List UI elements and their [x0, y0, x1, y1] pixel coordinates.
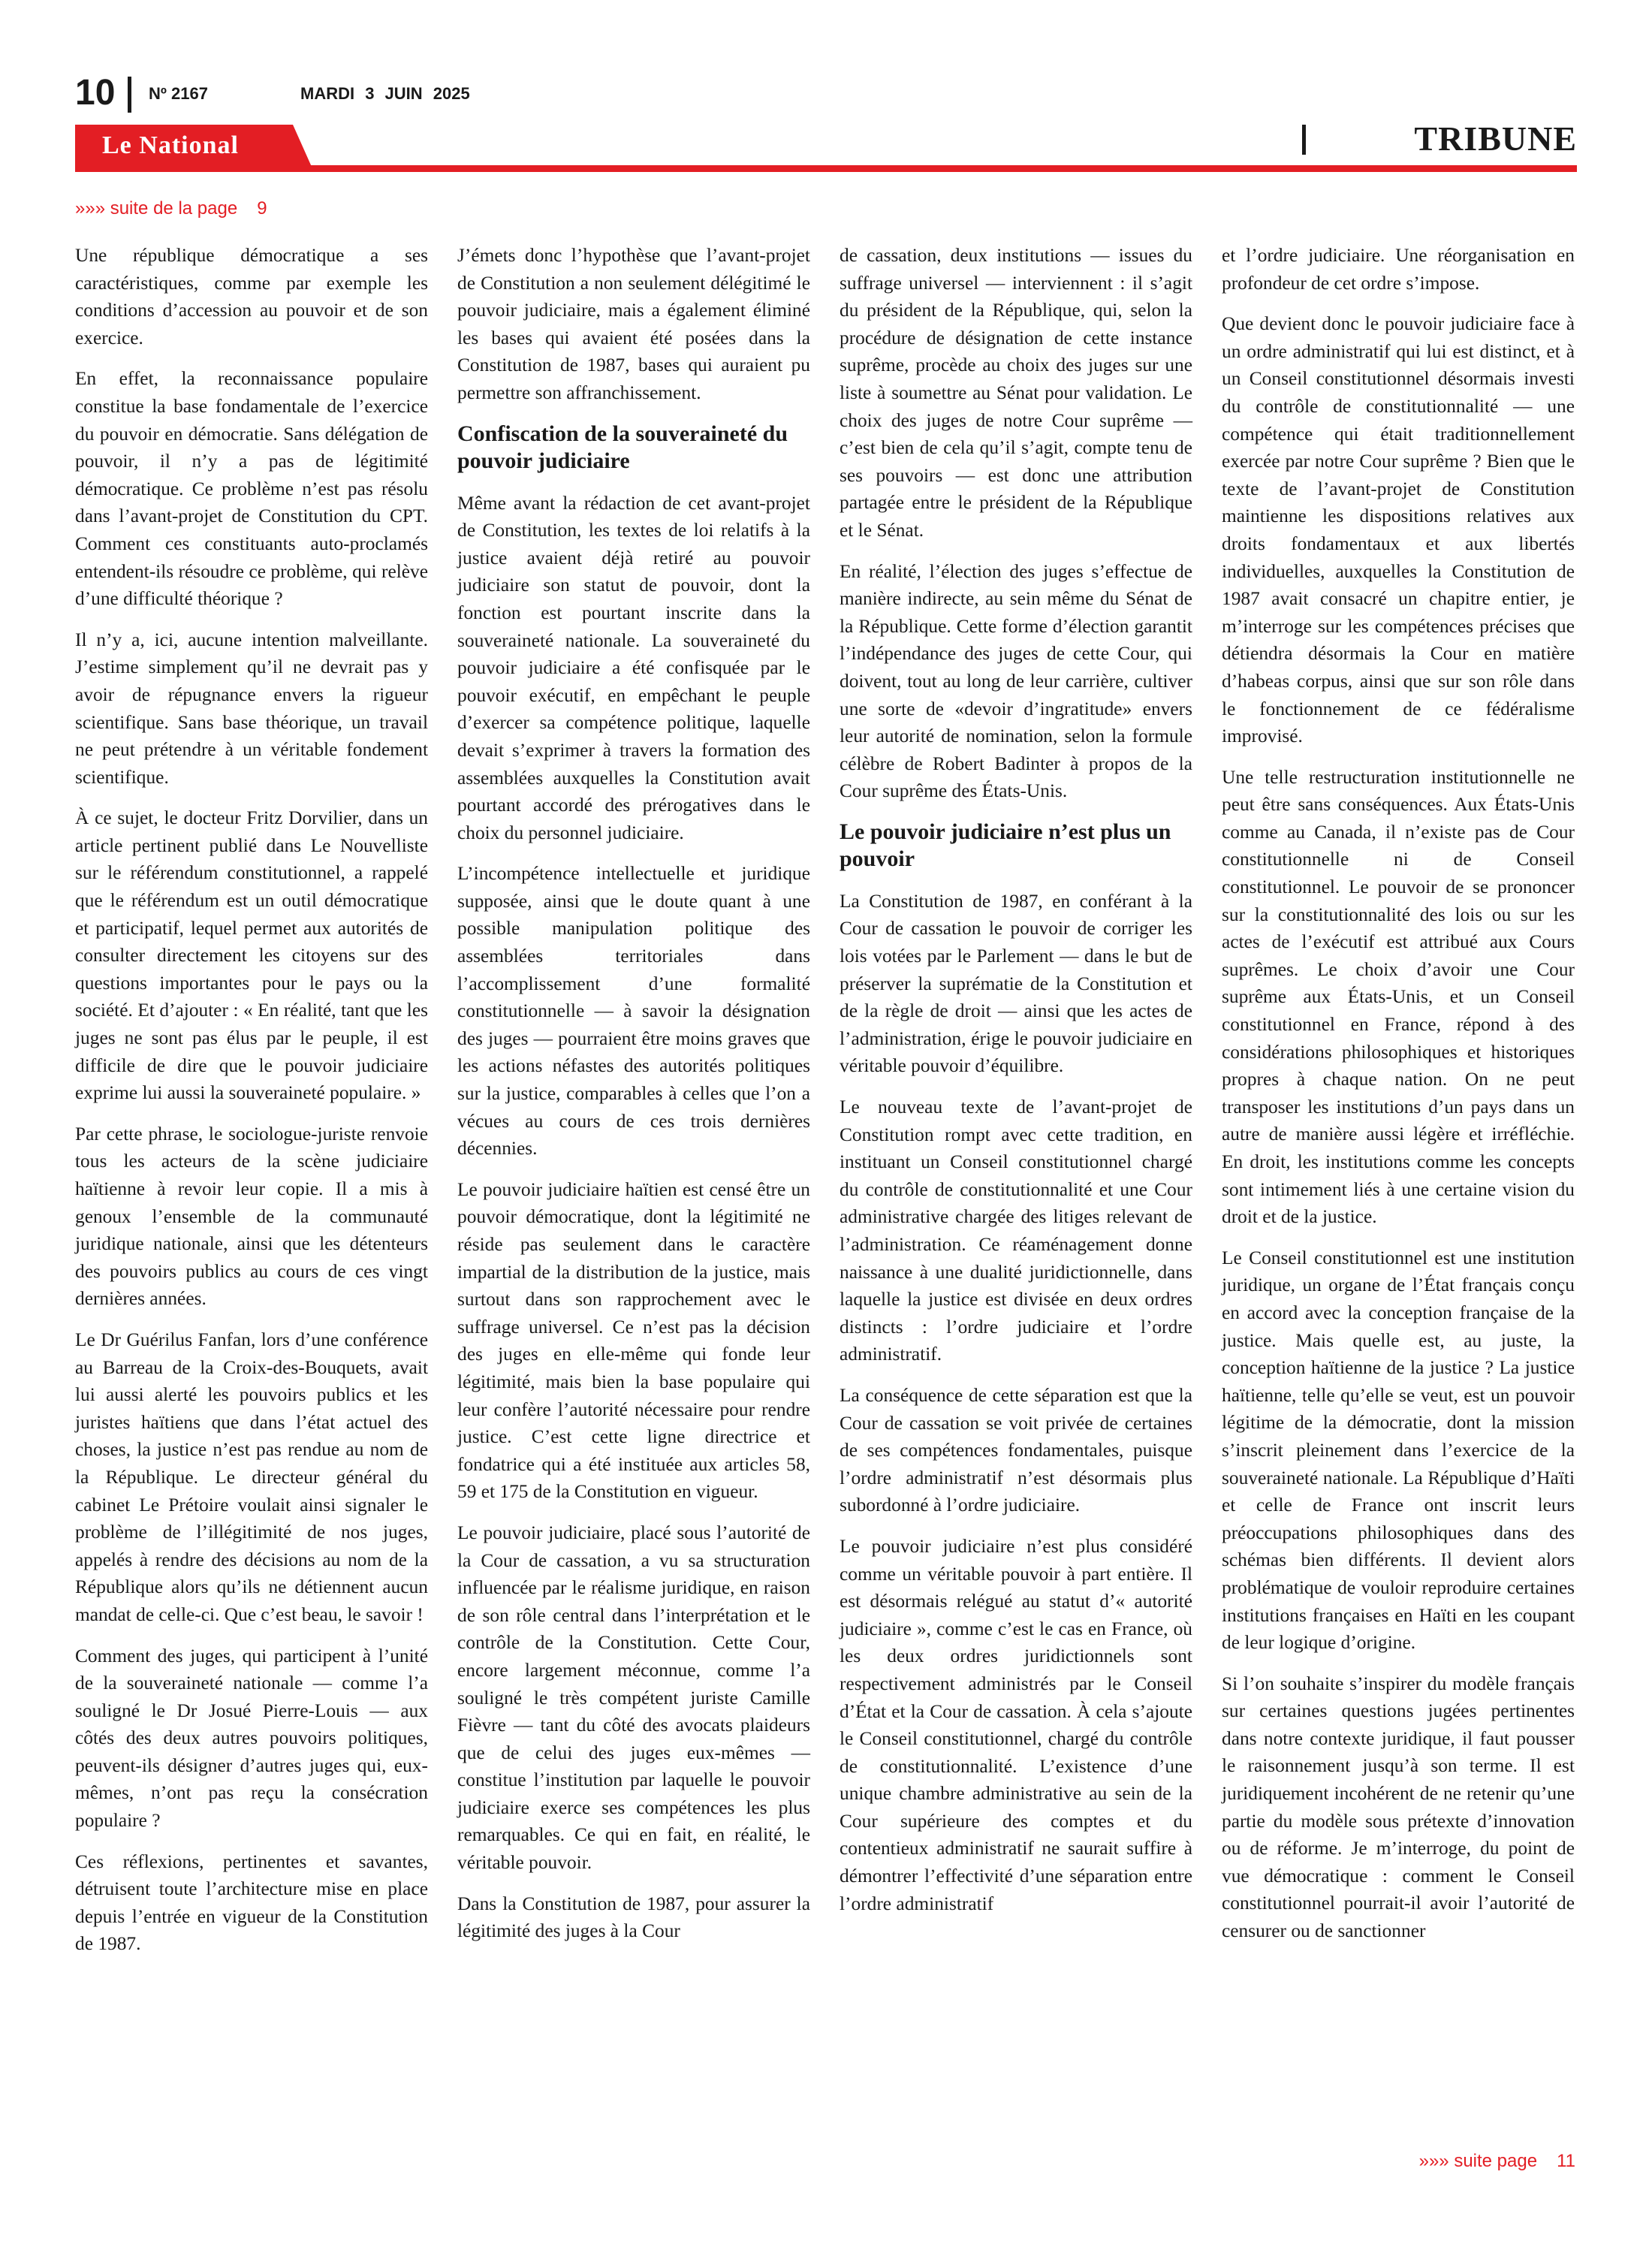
article-paragraph: Le pouvoir judiciaire, placé sous l’autorité de la Cour de cassation, a vu sa structuration influencée par le réalisme juridique, en raison de son rôle central dans l’interprétation et le contrôle de la Constitution. Cette Cour, encore largement méconnue, comme l’a souligné le très compétent juriste Camille Fièvre — tant du côté des avocats plaideurs que de celui des juges eux-mêmes — constitue l’institution par laquelle le pouvoir judiciaire exerce ses compétences les plus remarquables. Ce qui en fait, en réalité, le véritable pouvoir.	[457, 1522, 810, 1874]
article-paragraph: Le nouveau texte de l’avant-projet de Constitution rompt avec cette tradition, en instituant un Conseil constitutionnel chargé du contrôle de constitutionnalité et une Cour administrative chargée des litiges relevant de l’administration. Ce réaménagement donne naissance à une dualité juridictionnelle, dans laquelle la justice est divisée en deux ordres distincts : l’ordre judiciaire et l’ordre administratif.	[840, 1096, 1192, 1365]
article-paragraph: Ces réflexions, pertinentes et savantes, détruisent toute l’architecture mise en place depuis l’entrée en vigueur de la Constitution de 1987.	[75, 1850, 428, 1955]
continued-to-page: 11	[1557, 2151, 1575, 2171]
article-paragraph: Le Conseil constitutionnel est une institution juridique, un organe de l’État français conçu en accord avec la conception française de la justice. Mais quelle est, au juste, la conception haïtienne de la justice ? La justice haïtienne, telle qu’elle se veut, est un pouvoir légitime de la démocratie, dont la mission s’inscrit pleinement dans l’exercice de la souveraineté nationale. La République d’Haïti et celle de France ont inscrit leurs préoccupations philosophiques dans des schémas bien différents. Il devient alors problématique de vouloir reproduire certaines institutions françaises en Haïti en les coupant de leur logique d’origine.	[1222, 1247, 1575, 1654]
section-divider	[1302, 125, 1306, 155]
continued-to-label: »»» suite page	[1418, 2151, 1538, 2171]
article-column-2	[457, 242, 810, 1959]
article-paragraph: Comment des juges, qui participent à l’unité de la souveraineté nationale — comme l’a souligné le Dr Josué Pierre-Louis — aux côtés des deux autres pouvoirs politiques, peuvent-ils désigner d’autres juges qui, eux-mêmes, n’ont pas reçu la consécration populaire ?	[75, 1645, 428, 1832]
article-paragraph: Si l’on souhaite s’inspirer du modèle français sur certaines questions jugées pertinentes dans notre contexte juridique, il faut pousser le raisonnement jusqu’à son terme. Il est juridiquement incohérent de ne retenir qu’une partie du modèle sous prétexte d’innovation ou de réforme. Je m’interroge, du point de vue démocratique : comment le Conseil constitutionnel pourrait-il avoir l’autorité de censurer ou de sanctionner	[1222, 1672, 1575, 1942]
page-number: 10	[75, 73, 116, 113]
continued-from-note	[75, 198, 267, 219]
masthead	[75, 72, 1577, 117]
article-paragraph: Le Dr Guérilus Fanfan, lors d’une conférence au Barreau de la Croix-des-Bouquets, avait lui aussi alerté les pouvoirs publics et les juristes haïtiens que dans l’état actuel des choses, la justice n’est pas rendue au nom de la République. Le directeur général du cabinet Le Prétoire voulait ainsi signaler le problème de l’illégitimité de nos juges, appelés à rendre des décisions au nom de la République alors qu’ils ne détiennent aucun mandat de celle-ci. Que c’est beau, le savoir !	[75, 1329, 428, 1625]
article-paragraph: J’émets donc l’hypothèse que l’avant-projet de Constitution a non seulement délégitimé le pouvoir judiciaire, mais a également éliminé les bases qui avaient été posées dans la Constitution de 1987, bases qui auraient pu permettre son affranchissement.	[457, 245, 810, 403]
article-paragraph: et l’ordre judiciaire. Une réorganisation en profondeur de cet ordre s’impose.	[1222, 245, 1575, 294]
article-subheading: Le pouvoir judiciaire n’est plus un pouvoir	[840, 819, 1171, 871]
article-paragraph: La conséquence de cette séparation est que la Cour de cassation se voit privée de certaines de ses compétences fondamentales, puisque l’ordre administratif n’est désormais plus subordonné à l’ordre judiciaire.	[840, 1384, 1192, 1516]
article-paragraph: Le pouvoir judiciaire haïtien est censé être un pouvoir démocratique, dont la légitimité ne réside pas seulement dans le caractère impartial de la distribution de la justice, mais surtout dans son rapprochement avec le suffrage universel. Ce n’est pas la décision des juges en elle-même qui fonde leur légitimité, mais bien la base populaire qui leur confère l’autorité nécessaire pour rendre justice. C’est cette ligne directrice et fondatrice qui a été instituée aux articles 58, 59 et 175 de la Constitution en vigueur.	[457, 1178, 810, 1503]
article-paragraph: Dans la Constitution de 1987, pour assurer la légitimité des juges à la Cour	[457, 1893, 810, 1942]
brand-bar	[75, 119, 1577, 177]
article-column-3	[840, 242, 1192, 1931]
article-paragraph: À ce sujet, le docteur Fritz Dorvilier, dans un article pertinent publié dans Le Nouvelliste sur le référendum constitutionnel, a rappelé que le référendum est un outil démocratique et participatif, lequel permet aux autorités de consulter directement les citoyens sur des questions importantes pour le pays ou la société. Et d’ajouter : « En réalité, tant que les juges ne sont pas élus par le peuple, il est difficile de dire que le pouvoir judiciaire exprime lui aussi la souveraineté populaire. »	[75, 807, 428, 1104]
continued-to-note	[1419, 2151, 1575, 2172]
continued-from-label: »»» suite de la page	[75, 198, 238, 219]
article-paragraph: Il n’y a, ici, aucune intention malveillante. J’estime simplement qu’il ne devrait pas y avoir de répugnance envers la rigueur scientifique. Sans base théorique, un travail ne peut prétendre à un véritable fondement scientifique.	[75, 629, 428, 788]
article-paragraph: L’incompétence intellectuelle et juridique supposée, ainsi que le doute quant à une possible manipulation politique des assemblées territoriales dans l’accomplissement d’une formalité constitutionnelle — à savoir la désignation des juges — pourraient être moins graves que les actions néfastes des autorités politiques sur la justice, comparables à celles que l’on a vécues au cours de ces trois dernières décennies.	[457, 863, 810, 1160]
section-title: TRIBUNE	[1414, 119, 1577, 158]
article-paragraph: Une république démocratique a ses caractéristiques, comme par exemple les conditions d’accession au pouvoir et de son exercice.	[75, 245, 428, 348]
page-number-divider	[128, 77, 131, 113]
article-paragraph: Une telle restructuration institutionnelle ne peut être sans conséquences. Aux États-Unis comme au Canada, il n’existe pas de Cour constitutionnelle ni de Conseil constitutionnel. Le pouvoir de se prononcer sur la constitutionnalité des lois ou sur les actes de l’exécutif est attribué aux Cours suprêmes. Le choix d’avoir une Cour suprême aux États-Unis, et un Conseil constitutionnel en France, répond à des considérations philosophiques et historiques propres à chaque nation. On ne peut transposer les institutions d’un pays dans un autre de manière aussi légère et irréfléchie. En droit, les institutions comme les concepts sont intimement liés à une certaine vision du droit et de la justice.	[1222, 766, 1575, 1228]
article-column-1	[75, 242, 428, 1971]
newspaper-name: Le National	[102, 131, 239, 159]
article-paragraph: En réalité, l’élection des juges s’effectue de manière indirecte, au sein même du Sénat de la République. Cette forme d’élection garantit l’indépendance des juges de cette Cour, qui doivent, tout au long de leur carrière, cultiver une sorte de «devoir d’ingratitude» envers leur autorité de nomination, selon la formule célèbre de Robert Badinter à propos de la Cour suprême des États-Unis.	[840, 560, 1192, 802]
issue-date: MARDI 3 JUIN 2025	[300, 84, 470, 103]
article-paragraph: Le pouvoir judiciaire n’est plus considéré comme un véritable pouvoir à part entière. Il est désormais relégué au statut d’« autorité judiciaire », comme c’est le cas en France, où les deux ordres juridictionnels sont respectivement administrés par le Conseil d’État et la Cour de cassation. À cela s’ajoute le Conseil constitutionnel, chargé du contrôle de constitutionnalité. L’existence d’une unique chambre administrative au sein de la Cour supérieure des comptes et du contentieux administratif ne saurait suffire à démontrer l’effectivité d’une séparation entre l’ordre administratif	[840, 1535, 1192, 1914]
continued-from-page: 9	[257, 198, 267, 219]
article-subheading: Confiscation de la souveraineté du pouvoir judiciaire	[457, 421, 788, 473]
article-column-4	[1222, 242, 1575, 1959]
article-paragraph: Même avant la rédaction de cet avant-projet de Constitution, les textes de loi relatifs à la justice avaient déjà retiré au pouvoir judiciaire son statut de pouvoir, dont la fonction est pourtant inscrite dans la souveraineté nationale. La souveraineté du pouvoir judiciaire a été confisquée par le pouvoir exécutif, en empêchant le peuple d’exercer sa compétence politique, laquelle devait s’exprimer à travers la formation des assemblées auxquelles la Constitution avait pourtant accordé des prérogatives dans le choix du personnel judiciaire.	[457, 492, 810, 843]
article-paragraph: En effet, la reconnaissance populaire constitue la base fondamentale de l’exercice du pouvoir en démocratie. Sans délégation de pouvoir, il n’y a pas de légitimité démocratique. Ce problème n’est pas résolu dans l’avant-projet de Constitution du CPT. Comment ces constituants auto-proclamés entendent-ils résoudre ce problème, qui relève d’une difficulté théorique ?	[75, 368, 428, 610]
article-paragraph: Par cette phrase, le sociologue-juriste renvoie tous les acteurs de la scène judiciaire haïtienne à revoir leur copie. Il a mis à genoux l’ensemble de la communauté juridique nationale, ainsi que les détenteurs des pouvoirs publics au cours de ces vingt dernières années.	[75, 1123, 428, 1310]
article-paragraph: La Constitution de 1987, en conférant à la Cour de cassation le pouvoir de corriger les lois votées par le Parlement — dans le but de préserver la suprématie de la Constitution et de la règle de droit — ainsi que les actes de l’administration, érige le pouvoir judiciaire en véritable pouvoir d’équilibre.	[840, 890, 1192, 1077]
issue-number: Nº 2167	[149, 84, 208, 103]
article-paragraph: Que devient donc le pouvoir judiciaire face à un ordre administratif qui lui est distinct, et à un Conseil constitutionnel désormais investi du contrôle de constitutionnalité — une compétence qui était traditionnellement exercée par notre Cour suprême ? Bien que le texte de l’avant-projet de Constitution maintienne les dispositions relatives aux droits fondamentaux et aux libertés individuelles, auxquelles la Constitution de 1987 avait consacré un chapitre entier, je m’interroge sur les compétences précises que détiendra désormais la Cour en matière d’habeas corpus, ainsi que sur son rôle dans le fonctionnement de ce fédéralisme improvisé.	[1222, 313, 1575, 747]
article-paragraph: de cassation, deux institutions — issues du suffrage universel — interviennent : il s’agit du président de la République, qui, selon la procédure de désignation de cette instance suprême, procède au choix des juges sur une liste à soumettre au Sénat pour validation. Le choix des juges de notre Cour suprême — c’est bien de cela qu’il s’agit, compte tenu de ses pouvoirs — est donc une attribution partagée entre le président de la République et le Sénat.	[840, 245, 1192, 541]
